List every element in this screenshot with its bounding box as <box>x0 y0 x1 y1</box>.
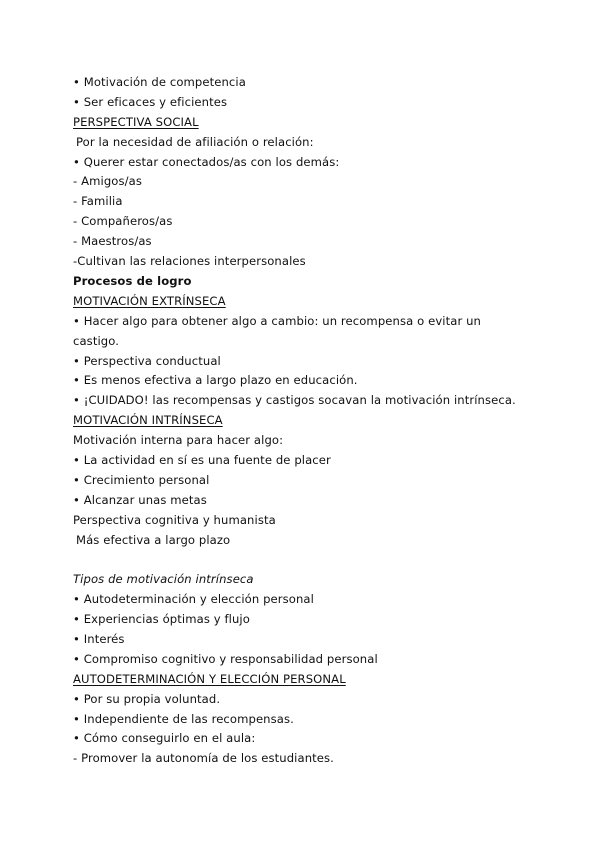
heading-achievement-processes: Procesos de logro <box>73 273 192 288</box>
heading-extrinsic-motivation: MOTIVACIÓN EXTRÍNSECA <box>73 293 226 308</box>
bullet-behavioral-perspective: • Perspectiva conductual <box>73 353 221 368</box>
internal-motivation-text: Motivación interna para hacer algo: <box>73 433 284 448</box>
bullet-own-will: • Por su propia voluntad. <box>73 691 221 706</box>
list-item-family: - Familia <box>73 194 123 209</box>
bullet-self-determination: • Autodeterminación y elección personal <box>73 592 314 607</box>
bullet-interest: • Interés <box>73 631 125 646</box>
bullet-activity-pleasure: • La actividad en sí es una fuente de placer <box>73 452 331 467</box>
bullet-effective-efficient: • Ser eficaces y eficientes <box>73 94 228 109</box>
blank-line <box>73 550 573 570</box>
heading-self-determination: AUTODETERMINACIÓN Y ELECCIÓN PERSONAL <box>73 671 346 686</box>
bullet-how-in-classroom: • Cómo conseguirlo en el aula: <box>73 731 256 746</box>
bullet-competence-motivation: • Motivación de competencia <box>73 75 246 89</box>
bullet-caution-rewards: • ¡CUIDADO! las recompensas y castigos socavan la motivación intrínseca. <box>73 393 516 408</box>
bullet-optimal-experiences: • Experiencias óptimas y flujo <box>73 612 250 627</box>
list-item-classmates: - Compañeros/as <box>73 214 173 229</box>
bullet-cognitive-commitment: • Compromiso cognitivo y responsabilidad personal <box>73 651 378 666</box>
heading-social-perspective: PERSPECTIVA SOCIAL <box>73 114 199 129</box>
bullet-reach-goals: • Alcanzar unas metas <box>73 492 207 507</box>
cognitive-humanist-perspective: Perspectiva cognitiva y humanista <box>73 512 276 527</box>
list-item-friends: - Amigos/as <box>73 174 142 189</box>
bullet-less-effective: • Es menos efectiva a largo plazo en educación. <box>73 373 358 388</box>
list-item-relationships: -Cultivan las relaciones interpersonales <box>73 254 306 269</box>
bullet-independent-rewards: • Independiente de las recompensas. <box>73 711 294 726</box>
more-effective-long-term: Más efectiva a largo plazo <box>76 532 231 547</box>
list-item-promote-autonomy: - Promover la autonomía de los estudiantes. <box>73 751 334 766</box>
affiliation-need-text: Por la necesidad de afiliación o relación: <box>76 134 314 149</box>
heading-intrinsic-types: Tipos de motivación intrínseca <box>73 572 254 587</box>
document-page <box>73 73 573 769</box>
list-item-teachers: - Maestros/as <box>73 234 152 249</box>
bullet-connected-others: • Querer estar conectados/as con los demás: <box>73 154 340 169</box>
bullet-reward-punishment: • Hacer algo para obtener algo a cambio: un recompensa o evitar un castigo. <box>73 313 481 348</box>
heading-intrinsic-motivation: MOTIVACIÓN INTRÍNSECA <box>73 413 223 428</box>
bullet-personal-growth: • Crecimiento personal <box>73 472 210 487</box>
